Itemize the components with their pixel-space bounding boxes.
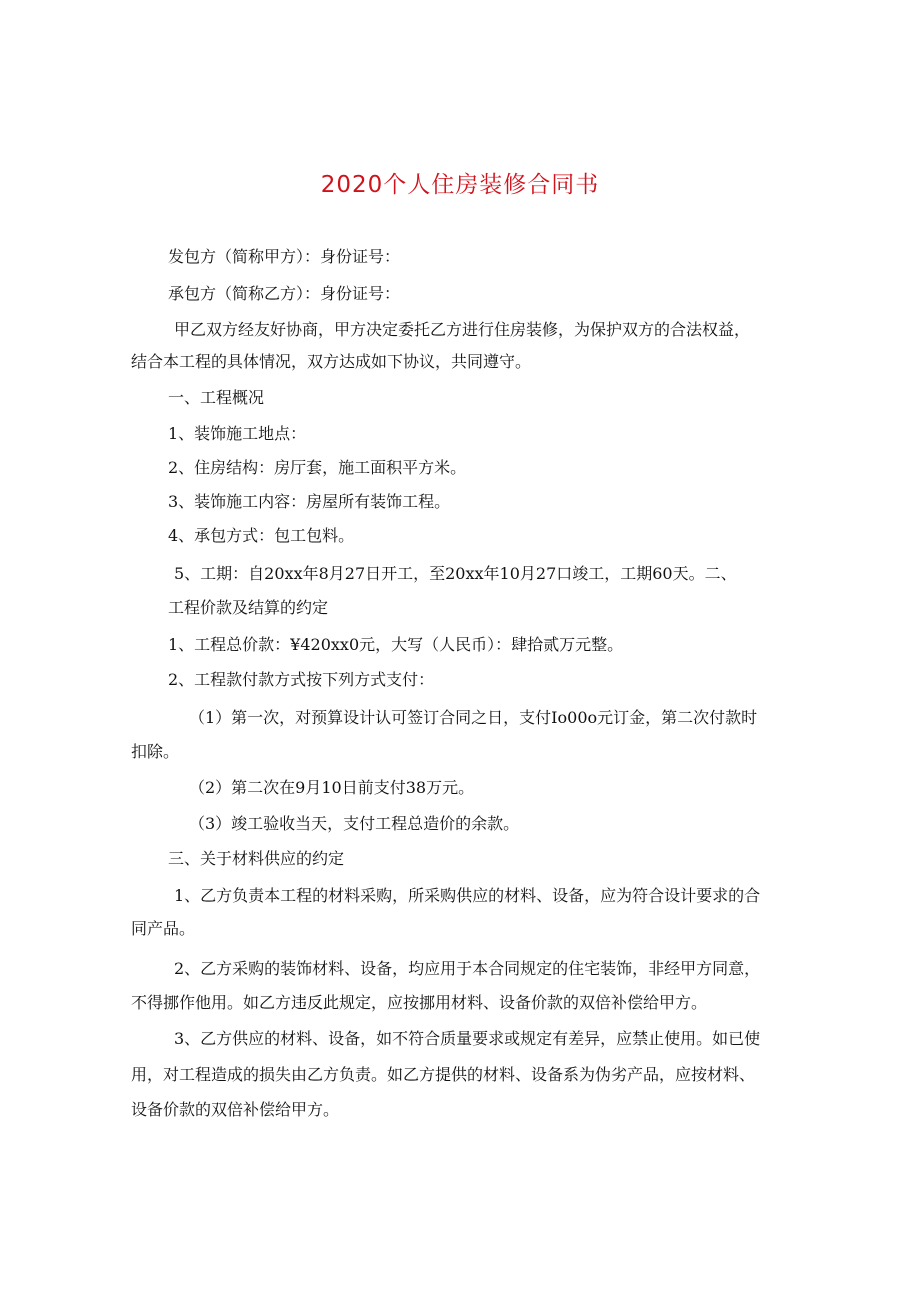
clause-3-1-line-2: 同产品。 <box>131 919 196 938</box>
intro-paragraph-line-2: 结合本工程的具体情况，双方达成如下协议，共同遵守。 <box>131 352 532 371</box>
clause-3-2-line-2: 不得挪作他用。如乙方违反此规定，应按挪用材料、设备价款的双倍补偿给甲方。 <box>131 993 708 1012</box>
payment-2: （2）第二次在9月10日前支付38万元。 <box>189 778 475 797</box>
section-2-heading: 工程价款及结算的约定 <box>168 598 329 617</box>
intro-paragraph-line-1: 甲乙双方经友好协商，甲方决定委托乙方进行住房装修，为保护双方的合法权益， <box>174 320 751 339</box>
clause-3-3-line-3: 设备价款的双倍补偿给甲方。 <box>131 1100 340 1119</box>
clause-2-2: 2、工程款付款方式按下列方式支付： <box>168 670 435 689</box>
clause-3-1-line-1: 1、乙方负责本工程的材料采购，所采购供应的材料、设备，应为符合设计要求的合 <box>174 886 761 905</box>
clause-3-2-line-1: 2、乙方采购的装饰材料、设备，均应用于本合同规定的住宅装饰，非经甲方同意， <box>174 959 761 978</box>
payment-3: （3）竣工验收当天，支付工程总造价的余款。 <box>189 814 520 833</box>
clause-1-4: 4、承包方式：包工包料。 <box>168 526 355 545</box>
party-a-line: 发包方（简称甲方）：身份证号： <box>168 247 401 266</box>
clause-1-5-line-1: 5、工期：自20xx年8月27日开工，至20xx年10月27口竣工，工期60天。二、 <box>174 564 737 583</box>
clause-1-1: 1、装饰施工地点： <box>168 424 307 443</box>
clause-3-3-line-2: 用，对工程造成的损失由乙方负责。如乙方提供的材料、设备系为伪劣产品，应按材料、 <box>131 1065 756 1084</box>
clause-2-1: 1、工程总价款：¥420xx0元，大写（人民币）：肆拾贰万元整。 <box>168 635 624 654</box>
payment-1-line-1: （1）第一次，对预算设计认可签订合同之日，支付Io00o元订金，第二次付款时 <box>189 708 758 727</box>
clause-3-3-line-1: 3、乙方供应的材料、设备，如不符合质量要求或规定有差异，应禁止使用。如已使 <box>174 1029 761 1048</box>
document-title: 2020个人住房装修合同书 <box>320 172 600 198</box>
section-1-heading: 一、工程概况 <box>168 388 265 407</box>
payment-1-line-2: 扣除。 <box>131 742 180 761</box>
clause-1-2: 2、住房结构：房厅套，施工面积平方米。 <box>168 458 467 477</box>
party-b-line: 承包方（简称乙方）：身份证号： <box>168 284 401 303</box>
clause-1-3: 3、装饰施工内容：房屋所有装饰工程。 <box>168 492 451 511</box>
section-3-heading: 三、关于材料供应的约定 <box>168 849 345 868</box>
